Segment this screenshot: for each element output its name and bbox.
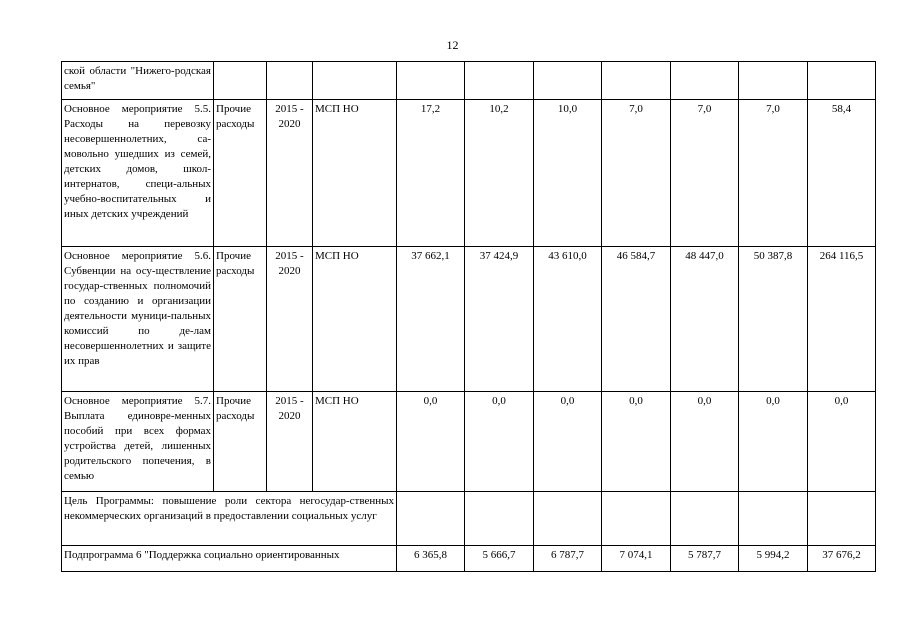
- period: 2015 - 2020: [267, 100, 313, 247]
- value-cell: 10,0: [534, 100, 602, 247]
- value-cell: 264 116,5: [808, 247, 876, 392]
- value-cell: 5 666,7: [465, 546, 534, 572]
- value-cell: 50 387,8: [739, 247, 808, 392]
- value-cell: [534, 62, 602, 100]
- executor: МСП НО: [313, 247, 397, 392]
- table-row: [62, 100, 876, 247]
- table-row: [62, 62, 876, 100]
- value-cell: [602, 492, 671, 546]
- value-cell: [671, 492, 739, 546]
- value-cell: 5 994,2: [739, 546, 808, 572]
- value-cell: 0,0: [671, 392, 739, 492]
- period: 2015 - 2020: [267, 247, 313, 392]
- value-cell: 6 787,7: [534, 546, 602, 572]
- page-number: 12: [446, 38, 459, 52]
- value-cell: [397, 62, 465, 100]
- value-cell: [534, 492, 602, 546]
- period: 2015 - 2020: [267, 392, 313, 492]
- executor: [313, 62, 397, 100]
- value-cell: 6 365,8: [397, 546, 465, 572]
- value-cell: 37 676,2: [808, 546, 876, 572]
- value-cell: 48 447,0: [671, 247, 739, 392]
- value-cell: 5 787,7: [671, 546, 739, 572]
- value-cell: [808, 492, 876, 546]
- measure-description: Основное мероприятие 5.7. Выплата единовре-менных пособий при всех формах устройства детей, лишенных родительского попечения, в семью: [62, 392, 214, 492]
- measure-description: Основное мероприятие 5.5. Расходы на перевозку несовершеннолетних, са-мовольно ушедших из семей, детских домов, школ-интернатов, специ-альных учебно-воспитательных и иных детских учреждений: [62, 100, 214, 247]
- budget-table: [61, 61, 876, 572]
- table-row: [62, 247, 876, 392]
- measure-description: Основное мероприятие 5.6. Субвенции на осу-ществление государ-ственных полномочий по созданию и организации деятельности муници-пальных комиссий по де-лам несовершеннолетних и защите их прав: [62, 247, 214, 392]
- value-cell: 43 610,0: [534, 247, 602, 392]
- value-cell: 58,4: [808, 100, 876, 247]
- value-cell: [671, 62, 739, 100]
- value-cell: [808, 62, 876, 100]
- value-cell: 0,0: [534, 392, 602, 492]
- funding-source: [214, 62, 267, 100]
- subprogram-title: Подпрограмма 6 "Поддержка социально ориентированных: [62, 546, 397, 572]
- funding-source: Прочие расходы: [214, 392, 267, 492]
- value-cell: 0,0: [397, 392, 465, 492]
- value-cell: 0,0: [602, 392, 671, 492]
- value-cell: [739, 62, 808, 100]
- executor: МСП НО: [313, 392, 397, 492]
- value-cell: [602, 62, 671, 100]
- table-row: [62, 492, 876, 546]
- value-cell: [739, 492, 808, 546]
- value-cell: 10,2: [465, 100, 534, 247]
- program-goal: Цель Программы: повышение роли сектора негосудар-ственных некоммерческих организаций в предоставлении социальных услуг: [62, 492, 397, 546]
- value-cell: 7,0: [671, 100, 739, 247]
- value-cell: [397, 492, 465, 546]
- table-row: [62, 392, 876, 492]
- value-cell: 37 662,1: [397, 247, 465, 392]
- period: [267, 62, 313, 100]
- value-cell: 0,0: [808, 392, 876, 492]
- value-cell: 7,0: [602, 100, 671, 247]
- value-cell: 7,0: [739, 100, 808, 247]
- funding-source: Прочие расходы: [214, 247, 267, 392]
- value-cell: [465, 492, 534, 546]
- value-cell: 7 074,1: [602, 546, 671, 572]
- executor: МСП НО: [313, 100, 397, 247]
- value-cell: 46 584,7: [602, 247, 671, 392]
- value-cell: 0,0: [465, 392, 534, 492]
- value-cell: 37 424,9: [465, 247, 534, 392]
- value-cell: [465, 62, 534, 100]
- funding-source: Прочие расходы: [214, 100, 267, 247]
- measure-description: ской области "Нижего-родская семья": [62, 62, 214, 100]
- table-row: [62, 546, 876, 572]
- value-cell: 17,2: [397, 100, 465, 247]
- value-cell: 0,0: [739, 392, 808, 492]
